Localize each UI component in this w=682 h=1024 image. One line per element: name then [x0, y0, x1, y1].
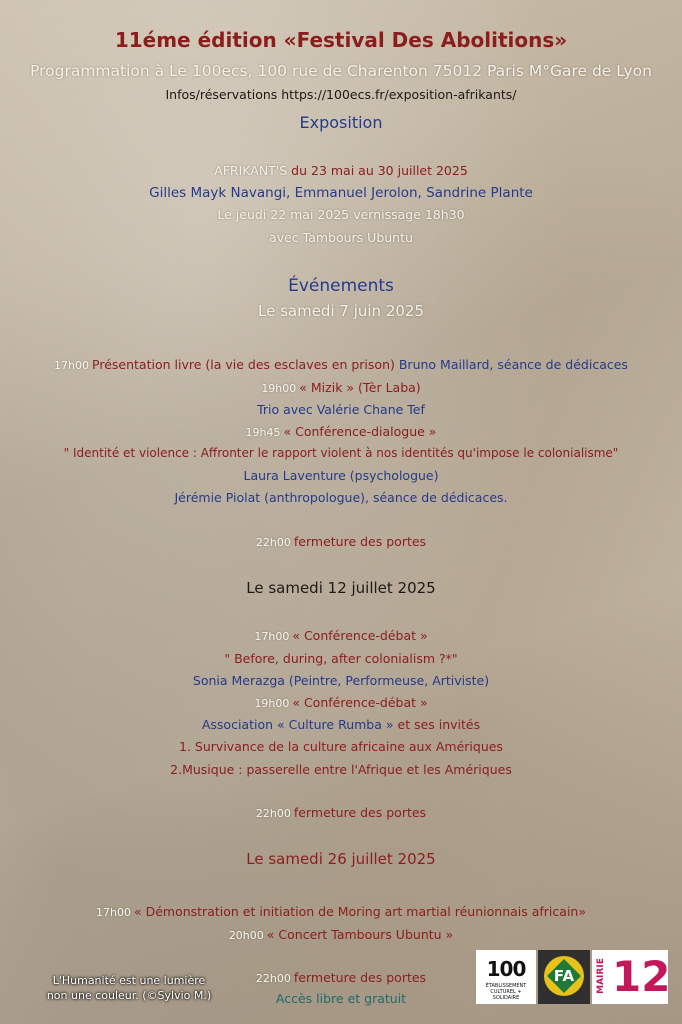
- day1-event2-detail: Trio avec Valérie Chane Tef: [257, 402, 425, 417]
- event-title: « Conférence-débat »: [292, 695, 428, 710]
- closing-label: fermeture des portes: [293, 534, 427, 549]
- exposition-artists: Gilles Mayk Navangi, Emmanuel Jerolon, Sandrine Plante: [149, 185, 533, 201]
- day3-date: Le samedi 26 juillet 2025: [246, 850, 436, 868]
- quote-line2: non une couleur. (©Sylvio M.): [46, 989, 212, 1002]
- day1-closing: [0, 534, 682, 549]
- quote-line1: L'Humanité est une lumière: [52, 974, 206, 987]
- day2-event2-assoc: [0, 717, 682, 732]
- event-time: 22h00: [255, 807, 291, 820]
- association-guests: et ses invités: [397, 717, 481, 732]
- day2-event1-subject: " Before, during, after colonialism ?*": [224, 651, 458, 666]
- logo-fa[interactable]: [538, 950, 590, 1004]
- events-heading: Événements: [288, 276, 394, 296]
- day2-date: Le samedi 12 juillet 2025: [246, 579, 436, 597]
- logo-mairie-number: 12: [612, 952, 671, 1001]
- exposition-name: AFRIKANT'S: [214, 163, 288, 178]
- vernissage: Le jeudi 22 mai 2025 vernissage 18h30: [217, 207, 465, 222]
- event-time: 20h00: [228, 929, 264, 942]
- logo-mairie-word-box: [595, 950, 607, 1004]
- event-person: Bruno Maillard, séance de dédicaces: [398, 357, 628, 372]
- exposition-heading: Exposition: [299, 113, 383, 132]
- event-time: 17h00: [254, 630, 290, 643]
- free-access: Accès libre et gratuit: [275, 991, 407, 1006]
- event-time: 22h00: [255, 536, 291, 549]
- day1-event2: [0, 380, 682, 395]
- event-title: « Démonstration et initiation de Moring art martial réunionnais africain»: [133, 904, 586, 919]
- reservation-info[interactable]: Infos/réservations https://100ecs.fr/exposition-afrikants/: [165, 87, 517, 102]
- exposition-period: du 23 mai au 30 juillet 2025: [291, 163, 468, 178]
- logo-100ecs-number: 100: [486, 957, 526, 981]
- closing-label: fermeture des portes: [293, 970, 427, 985]
- event-title: « Concert Tambours Ubuntu »: [266, 927, 454, 942]
- event-time: 19h00: [254, 697, 290, 710]
- logo-100ecs-caption: ÉTABLISSEMENT CULTUREL + SOLIDAIRE: [485, 983, 527, 1001]
- logo-100ecs[interactable]: [476, 950, 536, 1004]
- day3-event1: [0, 904, 682, 919]
- event-title: « Conférence-dialogue »: [283, 424, 437, 439]
- festival-title: 11éme édition «Festival Des Abolitions»: [114, 28, 568, 52]
- event-time: 22h00: [255, 972, 291, 985]
- day2-event2: [0, 695, 682, 710]
- day1-event1: [0, 357, 682, 372]
- closing-label: fermeture des portes: [293, 805, 427, 820]
- logo-mairie-word: MAIRIE: [596, 958, 606, 994]
- event-time: 17h00: [54, 359, 90, 372]
- event-time: 17h00: [95, 906, 131, 919]
- vernissage-music: avec Tambours Ubuntu: [269, 230, 413, 245]
- day1-date: Le samedi 7 juin 2025: [258, 302, 424, 320]
- day3-event2: [0, 927, 682, 942]
- day2-event1: [0, 628, 682, 643]
- exposition-dates: [0, 163, 682, 178]
- day1-event3-speaker2: Jérémie Piolat (anthropologue), séance de dédicaces.: [174, 490, 508, 505]
- day2-event1-speaker: Sonia Merazga (Peintre, Performeuse, Artiviste): [192, 673, 490, 688]
- logo-mairie-12[interactable]: [592, 950, 671, 1004]
- day1-event3-speaker1: Laura Laventure (psychologue): [243, 468, 439, 483]
- humanity-quote: [14, 973, 244, 1003]
- programme-address: Programmation à Le 100ecs, 100 rue de Charenton 75012 Paris M°Gare de Lyon: [30, 62, 652, 80]
- day2-closing: [0, 805, 682, 820]
- partner-logos: [476, 950, 671, 1004]
- event-time: 19h45: [245, 426, 281, 439]
- day1-event3-subject: " Identité et violence : Affronter le rapport violent à nos identités qu'impose le colonialisme": [63, 446, 619, 460]
- event-title: « Mizik » (Tèr Laba): [299, 380, 421, 395]
- day2-topic1: 1. Survivance de la culture africaine aux Amériques: [179, 739, 503, 754]
- day2-topic2: 2.Musique : passerelle entre l'Afrique et les Amériques: [170, 762, 512, 777]
- event-title: « Conférence-débat »: [292, 628, 428, 643]
- day1-event3: [0, 424, 682, 439]
- logo-fa-letters: FA: [553, 967, 575, 985]
- event-title: Présentation livre (la vie des esclaves en prison): [92, 357, 395, 372]
- event-time: 19h00: [261, 382, 297, 395]
- association-name: Association « Culture Rumba »: [201, 717, 394, 732]
